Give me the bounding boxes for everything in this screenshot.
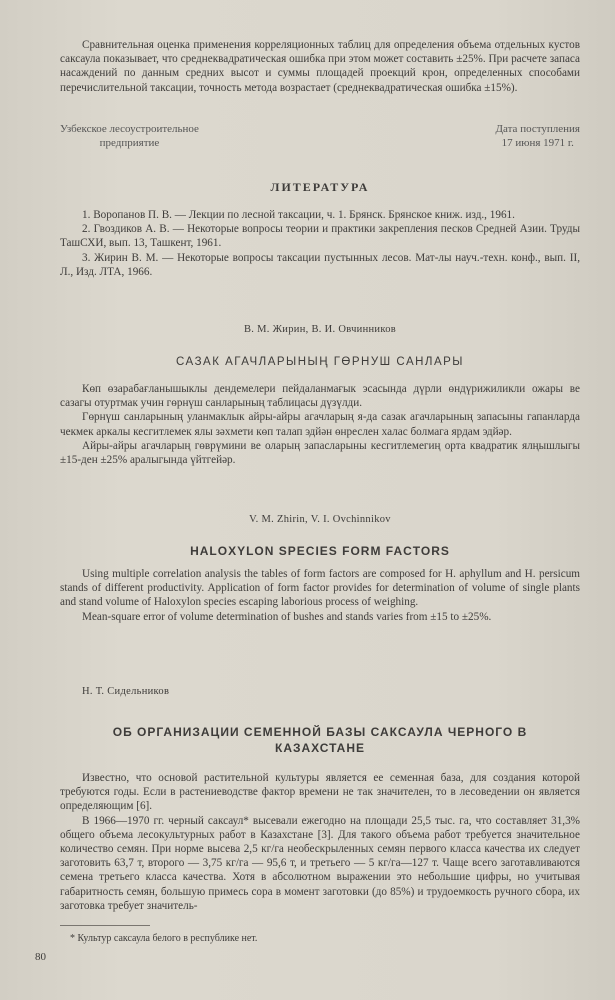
intro-block	[60, 38, 580, 95]
kazakh-paragraph: Айры-айры агачларың гөврүмини ве оларың запасларыны кесгитлемегиң орта квадратик ялңышлыгы ±15-ден ±25% аралыгында үйтгейәр.	[60, 439, 580, 467]
affiliation-block	[60, 122, 580, 150]
receipt-date-line-2: 17 июня 1971 г.	[501, 137, 574, 149]
english-paragraph: Using multiple correlation analysis the tables of form factors are composed for H. aphyllum and H. persicum stands of different productivity. Application of form factor provides for determination of volume of single plants and stand volume of Haloxylon species escaping laborious process of weighing.	[60, 568, 580, 609]
kazakh-summary	[60, 382, 580, 467]
receipt-date	[496, 122, 580, 150]
kazakh-authors: В. М. Жирин, В. И. Овчинников	[243, 324, 397, 335]
article-paragraph: Известно, что основой растительной культуры является ее семенная база, для создания которой требуются годы. Если в растениеводстве фактор времени не так значителен, то в лесоведении он является определяющим [6].	[60, 772, 580, 813]
english-authors: V. M. Zhirin, V. I. Ovchinnikov	[249, 514, 391, 525]
literature-heading: ЛИТЕРАТУРА	[270, 180, 370, 194]
page-number: 80	[35, 951, 46, 963]
english-summary	[60, 567, 580, 624]
english-paragraph: Mean-square error of volume determination of bushes and stands varies from ±15 to ±25%.	[82, 610, 492, 623]
english-title: HALOXYLON SPECIES FORM FACTORS	[190, 544, 450, 558]
intro-paragraph: Сравнительная оценка применения корреляционных таблиц для определения объема отдельных кустов саксаула показывает, что среднеквадратическая ошибка при этом может составить ±25%. При расчете запаса насаждений по данным средних высот и суммы площадей проекций крон, определенных способами перечислительной таксации, точность метода возрастает (среднеквадратическая ошибка ±15%).	[60, 39, 580, 94]
footnote-divider	[60, 925, 150, 926]
footnote: * Культур саксаула белого в республике нет.	[70, 933, 258, 944]
receipt-date-line-1: Дата поступления	[495, 123, 580, 135]
organization	[60, 122, 199, 150]
literature-item: 2. Гвоздиков А. В. — Некоторые вопросы теории и практики закрепления песков Средней Азии. Труды ТашСХИ, вып. 13, Ташкент, 1961.	[60, 223, 580, 250]
organization-line-2: предприятие	[99, 137, 160, 149]
literature-item: 3. Жирин В. М. — Некоторые вопросы таксации пустынных лесов. Мат-лы науч.-техн. конф., вып. II, Л., Изд. ЛТА, 1966.	[60, 251, 580, 278]
article-body	[60, 771, 580, 913]
article-author: Н. Т. Сидельников	[82, 686, 170, 697]
literature-list	[60, 208, 580, 279]
kazakh-paragraph: Көп өзарабағланышыклы дендемелери пейдаланмағык эсасында дүрли өндүрижиликли ожары ве сазагы отуртмак учин гөрнүш санларының таблицасы дүзүлди.	[60, 383, 580, 410]
organization-line-1: Узбекское лесоустроительное	[60, 123, 199, 135]
kazakh-paragraph: Гөрнүш санларының уланмаклык айры-айры агачларың я-да сазак агачларының запасыны гапанларда чекмек аркалы кесгитлемек ялы зәхмети көп талап эдйән өнреслен халас болмага ярдам эдйәр.	[60, 411, 580, 438]
article-paragraph: В 1966—1970 гг. черный саксаул* высевали ежегодно на площади 25,5 тыс. га, что составляет 31,3% общего объема лесокультурных работ в Казахстане [3]. Для такого объема работ требуется значительное количество семян. При норме высева 2,5 кг/га необескрыленных семян первого класса качества их следует заготовить 63,7 т, второго — 3,75 кг/га — 95,6 т, и третьего — 5 кг/га—127 т. Чаще всего заготавливаются семена третьего класса качества. Хотя в абсолютном выражении это небольшие цифры, но учитывая габаритность семян, большую примесь сора в момент заготовки (до 85%) и трудоемкость ручного сбора, их заготовка требует значитель-	[60, 814, 580, 912]
literature-item: 1. Воропанов П. В. — Лекции по лесной таксации, ч. 1. Брянск. Брянское книж. изд., 1961.	[82, 209, 515, 221]
kazakh-title: САЗАК АГАЧЛАРЫНЫҢ ГӨРНУШ САНЛАРЫ	[175, 356, 464, 368]
article-title: ОБ ОРГАНИЗАЦИИ СЕМЕННОЙ БАЗЫ САКСАУЛА ЧЕРНОГО В КАЗАХСТАНЕ	[112, 725, 528, 755]
